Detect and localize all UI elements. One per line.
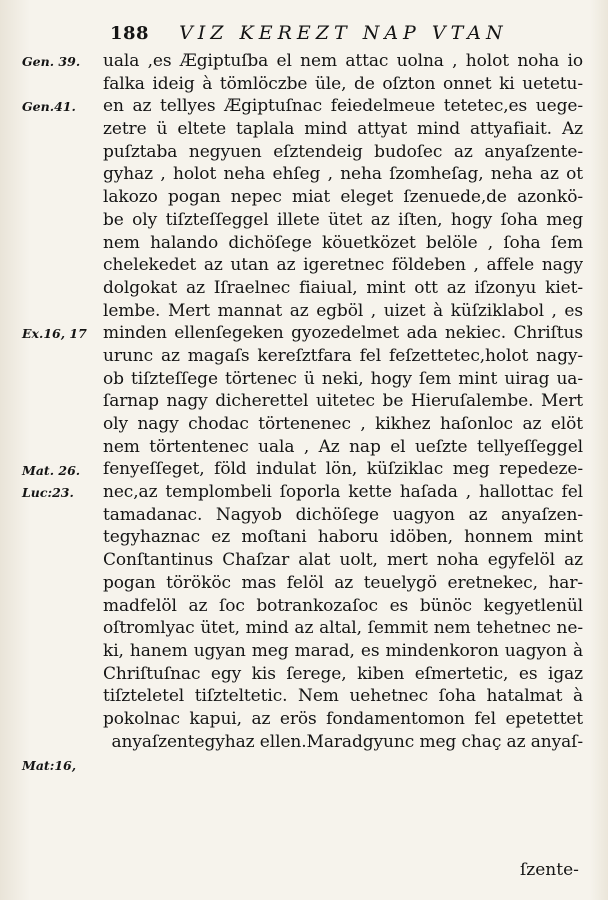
text-line: nec,az templombeli ſoporla kette haſada , hallottac fel: [103, 482, 583, 503]
text-line: gyhaz , holot neha ehſeg , neha ſzomheſag, neha az ot: [103, 164, 583, 185]
text-line: tamadanac. Nagyob dichöſege uagyon az anyaſzen-: [103, 504, 583, 525]
text-line: Chriſtuſnac egy kis ſerege, kiben eſmertetic, es igaz: [103, 663, 583, 684]
text-line: falka ideig à tömlöczbe üle, de oſzton onnet ki uetetu-: [103, 73, 583, 94]
margin-note: Mat. 26.: [22, 462, 81, 478]
text-line: nem törtentenec uala , Az nap el ueſzte tellyeſſeggel: [103, 436, 583, 457]
text-line: oly nagy chodac törtenenec , kikhez haſonloc az elöt: [103, 414, 583, 434]
text-line: tegyhaznac ez moſtani haboru idöben, honnem mint: [103, 527, 583, 548]
margin-note: Gen. 39.: [22, 54, 81, 69]
margin-note: Gen.41.: [22, 99, 76, 115]
text-line: tiſzteletel tiſzteltetic. Nem uehetnec ſoha hatalmat à: [103, 686, 583, 707]
margin-note: Luc:23.: [22, 485, 74, 501]
page-header: [110, 22, 508, 52]
text-line: uala ,es Ægiptuſba el nem attac uolna , holot noha io: [103, 51, 583, 71]
text-line: lakozo pogan nepec miat eleget ſzenuede,de azonkö-: [103, 187, 583, 208]
text-line: ki, hanem ugyan meg marad, es mindenkoron uagyon à: [103, 640, 583, 661]
body-text: [103, 50, 583, 753]
text-line: be oly tiſzteſſeggel illete ütet az iſten, hogy ſoha meg: [103, 209, 583, 230]
text-line: dolgokat az Iſraelnec fiaiual, mint ott az iſzonyu kiet-: [103, 277, 583, 298]
text-line: pokolnac kapui, az erös fondamentomon fel epetettet: [103, 708, 583, 729]
text-line: puſztaba negyuen eſztendeig budoſec az anyaſzente-: [103, 141, 583, 162]
text-line: chelekedet az utan az igeretnec földeben , affele nagy: [103, 255, 583, 276]
text-line: ob tiſzteſſege törtenec ü neki, hogy ſem mint uirag ua-: [103, 368, 583, 389]
text-line: Conſtantinus Chaſzar alat uolt, mert noha egyfelöl az: [103, 550, 583, 571]
margin-note: Mat:16,: [22, 757, 77, 773]
page-number: 188: [110, 23, 150, 44]
catchword: ſzente-: [520, 860, 579, 880]
text-line: en az tellyes Ægiptuſnac feiedelmeue tetetec,es uege-: [103, 96, 583, 117]
text-line: fenyeſſeget, föld indulat lön, küſziklac meg repedeze-: [103, 459, 583, 480]
margin-note: Ex.16, 17: [22, 326, 87, 342]
text-line: oſtromlyac ütet, mind az altal, ſemmit nem tehetnec ne-: [103, 618, 583, 639]
text-line: pogan törököc mas felöl az teuelygö eretnekec, har-: [103, 572, 583, 593]
running-head: VIZ KEREZT NAP VTAN: [179, 22, 508, 44]
text-line: urunc az magaſs kereſztfara fel feſzettetec,holot nagy-: [103, 345, 583, 366]
text-line: zetre ü eltete taplala mind attyat mind attyafiait. Az: [103, 119, 583, 140]
text-line: ſarnap nagy dicherettel uitetec be Hieruſalembe. Mert: [103, 391, 583, 412]
text-line: madfelöl az ſoc botrankozaſoc es bünöc kegyetlenül: [103, 595, 583, 616]
text-line: anyaſzentegyhaz ellen.Maradgyunc meg chaç az anyaſ-: [111, 731, 583, 752]
text-line: lembe. Mert mannat az egböl , uizet à küſziklabol , es: [103, 300, 583, 321]
text-line: nem halando dichöſege köuetközet belöle , ſoha ſem: [103, 232, 583, 253]
text-line: minden ellenſegeken gyozedelmet ada nekiec. Chriſtus: [103, 323, 583, 344]
